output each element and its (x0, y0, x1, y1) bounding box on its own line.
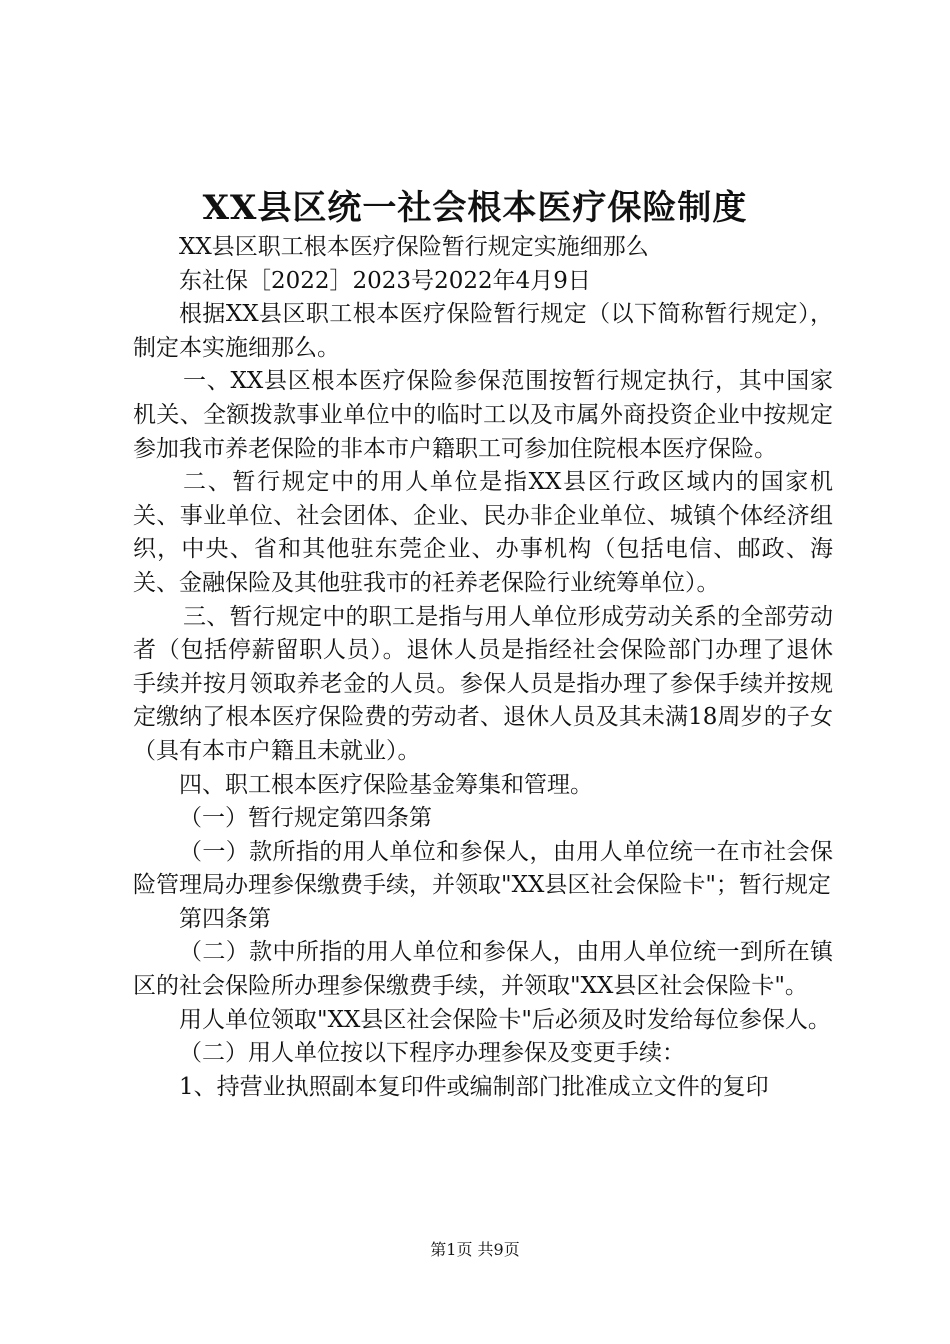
paragraph: （二）用人单位按以下程序办理参保及变更手续： (179, 1040, 685, 1067)
paragraph: 1、持营业执照副本复印件或编制部门批准成立文件的复印 (179, 1073, 769, 1100)
paragraph: 根据XX县区职工根本医疗保险暂行规定（以下简称暂行规定），制定本实施细那么。 (133, 301, 833, 361)
paragraph: （一）款所指的用人单位和参保人，由用人单位统一在市社会保险管理局办理参保缴费手续，并领取"XX县区社会保险卡"；暂行规定 (133, 838, 833, 899)
document-title: XX县区统一社会根本医疗保险制度 (202, 188, 748, 228)
paragraph: 一、XX县区根本医疗保险参保范围按暂行规定执行，其中国家机关、全额拨款事业单位中的临时工以及市属外商投资企业中按规定参加我市养老保险的非本市户籍职工可参加住院根本医疗保险。 (133, 368, 833, 462)
paragraph: 三、暂行规定中的职工是指与用人单位形成劳动关系的全部劳动者（包括停薪留职人员）。退休人员是指经社会保险部门办理了退休手续并按月领取养老金的人员。参保人员是指办理了参保手续并按规定缴纳了根本医疗保险费的劳动者、退休人员及其未满18周岁的子女（具有本市户籍且未就业）。 (133, 603, 833, 764)
paragraph: 四、职工根本医疗保险基金筹集和管理。 (179, 771, 593, 798)
page-indicator: 第1页 共9页 (430, 1240, 520, 1259)
paragraph-doc-number: 东社保［2022］2023号2022年4月9日 (179, 267, 591, 294)
paragraph: 二、暂行规定中的用人单位是指XX县区行政区域内的国家机关、事业单位、社会团体、企业、民办非企业单位、城镇个体经济组织，中央、省和其他驻东莞企业、办事机构（包括电信、邮政、海关、金融保险及其他驻我市的衽养老保险行业统筹单位）。 (133, 469, 833, 596)
paragraph: （一）暂行规定第四条第 (179, 805, 432, 832)
paragraph: （二）款中所指的用人单位和参保人，由用人单位统一到所在镇区的社会保险所办理参保缴费手续，并领取"XX县区社会保险卡"。 (133, 939, 833, 1000)
paragraph-subtitle: XX县区职工根本医疗保险暂行规定实施细那么 (179, 234, 649, 260)
document-body (133, 231, 833, 1104)
paragraph: 第四条第 (179, 905, 271, 932)
paragraph: 用人单位领取"XX县区社会保险卡"后必须及时发给每位参保人。 (179, 1006, 831, 1033)
